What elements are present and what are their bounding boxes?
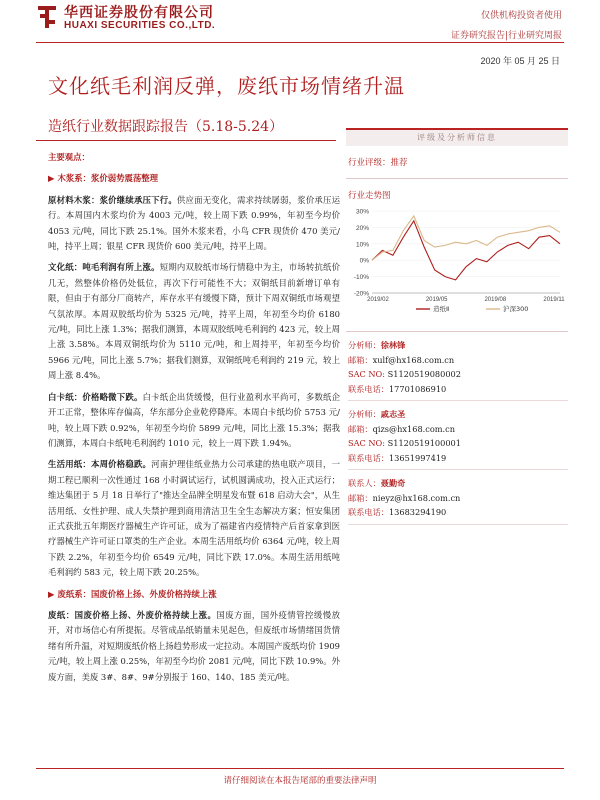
footer-divider (36, 768, 564, 769)
sidebar-box-title: 评级及分析师信息 (346, 130, 568, 146)
chart-y-tick-label: -10% (353, 274, 369, 282)
analyst-email[interactable]: xulf@hx168.com.cn (372, 354, 455, 365)
chart-x-tick-label: 2019/02 (367, 297, 389, 303)
chart-y-tick-label: 20% (355, 224, 369, 232)
contact-card: 联系人：聂勤奇 邮箱：nieyz@hx168.com.cn 联系电话：13683294190 (348, 476, 568, 525)
analyst-phone: 13651997419 (388, 452, 447, 463)
main-views-heading: 主要观点： (48, 152, 90, 162)
analyst-email[interactable]: qizs@hx168.com.cn (372, 423, 456, 434)
trend-chart-label: 行业走势图 (348, 191, 391, 201)
contact-phone: 13683294190 (388, 507, 447, 517)
header-divider (36, 42, 564, 43)
analyst-name: 徐林锋 (380, 340, 406, 350)
chart-legend-label: 造纸Ⅱ (433, 305, 450, 313)
arrow-icon: ▶ (48, 173, 55, 184)
header-tagline: 仅供机构投资者使用 (480, 11, 562, 21)
report-date: 2020 年 05 月 25 日 (480, 56, 560, 66)
legal-notice: 请仔细阅读在本报告尾部的重要法律声明 (223, 776, 377, 786)
chart-y-tick-label: 10% (355, 241, 369, 249)
sidebar-divider (346, 331, 568, 332)
subtitle-divider (36, 140, 336, 141)
company-name-cn: 华西证券股份有限公司 (64, 5, 214, 21)
contact-name: 聂勤奇 (380, 478, 406, 488)
chart-y-tick-label: 0% (359, 257, 369, 265)
paragraph-culture-paper: 文化纸：吨毛利润有所上涨。短期内双胶纸市场行情稳中为主，市场转抗纸价几无，然整体价格仍处低位，再次下行可能性不大；双铜纸目前新增订单有限，但由于有部分厂商转产，库存水平有缓慢下降，预计下周双铜纸市场观望气氛浓厚。本周双胶纸均价为 5325 元/吨，持平上周，年初至今均价 6180 元/吨，同比上涨 1.3%；据我们测算，本周双胶纸吨毛利润约 423 元，较上周上涨 3.58%。本周双铜纸均价为 5110 元/吨，和上周持平，年初至今均价 5966 元/吨，同比上涨 5.7%；据我们测算，双铜纸吨毛利润约 219 元，较上周上涨 8.4%。 (48, 262, 341, 381)
chart-x-tick-label: 2019/08 (484, 297, 507, 303)
header-category: 证券研究报告|行业研究周报 (450, 31, 562, 41)
report-title: 文化纸毛利润反弹，废纸市场情绪升温 (48, 74, 405, 98)
company-logo-icon (36, 4, 58, 30)
analyst-sac: S1120519080002 (387, 369, 461, 379)
analyst-card: 分析师：徐林锋 邮箱：xulf@hx168.com.cn SAC NO: S1120519080002 联系电话：17701086910 (348, 338, 568, 401)
chart-y-tick-label: -20% (353, 290, 369, 298)
sidebar-divider (346, 178, 568, 179)
arrow-icon: ▶ (48, 588, 55, 599)
main-content (48, 150, 340, 691)
section-heading-pulp: ▶ 木浆系：浆价弱势震荡整理 (48, 173, 158, 184)
chart-x-tick-label: 2019/05 (425, 297, 448, 303)
chart-y-tick-label: 30% (355, 208, 369, 216)
paragraph-waste-paper: 废纸：国废价格上扬、外废价格持续上涨。国废方面，国外疫情管控缓慢放开，对市场信心有所提振。尽管成品纸销量未见起色，但废纸市场情绪国货情绪有所升温，对短期废纸价格上扬趋势形成一定拉动。本周国产废纸均价 1909 元/吨，较上周上涨 0.25%，年初至今均价 2081 元/吨，同比下跌 10.9%。外废方面，美废 3#、8#、9#分别报于 160、140、185 美元/吨。 (48, 609, 341, 682)
industry-rating: 行业评级：推荐 (348, 158, 408, 168)
trend-chart (346, 205, 568, 317)
analyst-name: 戚志圣 (380, 409, 406, 419)
section-heading-waste-paper: ▶ 废纸系：国废价格上扬、外废价格持续上涨 (48, 588, 217, 599)
company-name-en: HUAXI SECURITIES CO.,LTD. (64, 20, 216, 31)
paragraph-pulp: 原材料木浆：浆价继续承压下行。供应面无变化，需求持续孱弱，浆价承压运行。本周国内木浆均价为 4003 元/吨，较上周下跌 0.99%，年初至今均价 4053 元/吨，同比下跌 25.1%。国外木浆来看，小鸟 CFR 现货价 470 美元/吨，持平上周；银星 CFR 现货价 600 美元/吨，持平上周。 (48, 194, 340, 252)
analyst-phone: 17701086910 (388, 383, 447, 394)
paragraph-white-card: 白卡纸：价格略微下跌。白卡纸企出货缓慢，但行业盈利水平尚可，多数纸企开工正常，整体库存偏高，华东部分企业乾停降库。本周白卡纸均价 5753 元/吨，较上周下跌 0.92%，年初至今均价 5899 元/吨，同比上涨 15.3%；据我们测算，本周白卡纸吨毛利润约 1010 元，较上一周下跌 1.94%。 (48, 391, 341, 448)
contact-email[interactable]: nieyz@hx168.com.cn (372, 492, 461, 503)
paragraph-tissue: 生活用纸：本周价格稳跌。河南护理佳纸业热力公司承建的热电联产项目，一期工程已顺利一次性通过 168 小时调试运行，试机圆满成功，投入正式运行；维达集团于 5 月 18 日举行了"推达全品牌全明星发布暨 618 启动大会"，从生活用纸、女性护理、成人失禁护理到商用清洁卫生全生态解决方案；恒安集团正式获批五年期医疗器械生产许可证，成为了福建省内疫情特产后首家拿到医疗器械生产许可证口罩类的生产企业。本周生活用纸均价 6364 元/吨，较上周下跌 2.2%，年初至今均价 6549 元/吨，同比下跌 17.0%。本周生活用纸吨毛利润约 583 元，较上周下跌 20.25%。 (48, 459, 341, 578)
chart-series-line (372, 216, 560, 260)
analyst-sac: S1120519100001 (387, 438, 461, 448)
chart-x-tick-label: 2019/11 (543, 297, 565, 303)
chart-legend-label: 沪深300 (503, 305, 529, 313)
report-subtitle: 造纸行业数据跟踪报告（5.18-5.24） (48, 119, 284, 135)
analyst-card: 分析师：戚志圣 邮箱：qizs@hx168.com.cn SAC NO: S1120519100001 联系电话：13651997419 (348, 407, 568, 470)
sidebar (346, 128, 568, 525)
